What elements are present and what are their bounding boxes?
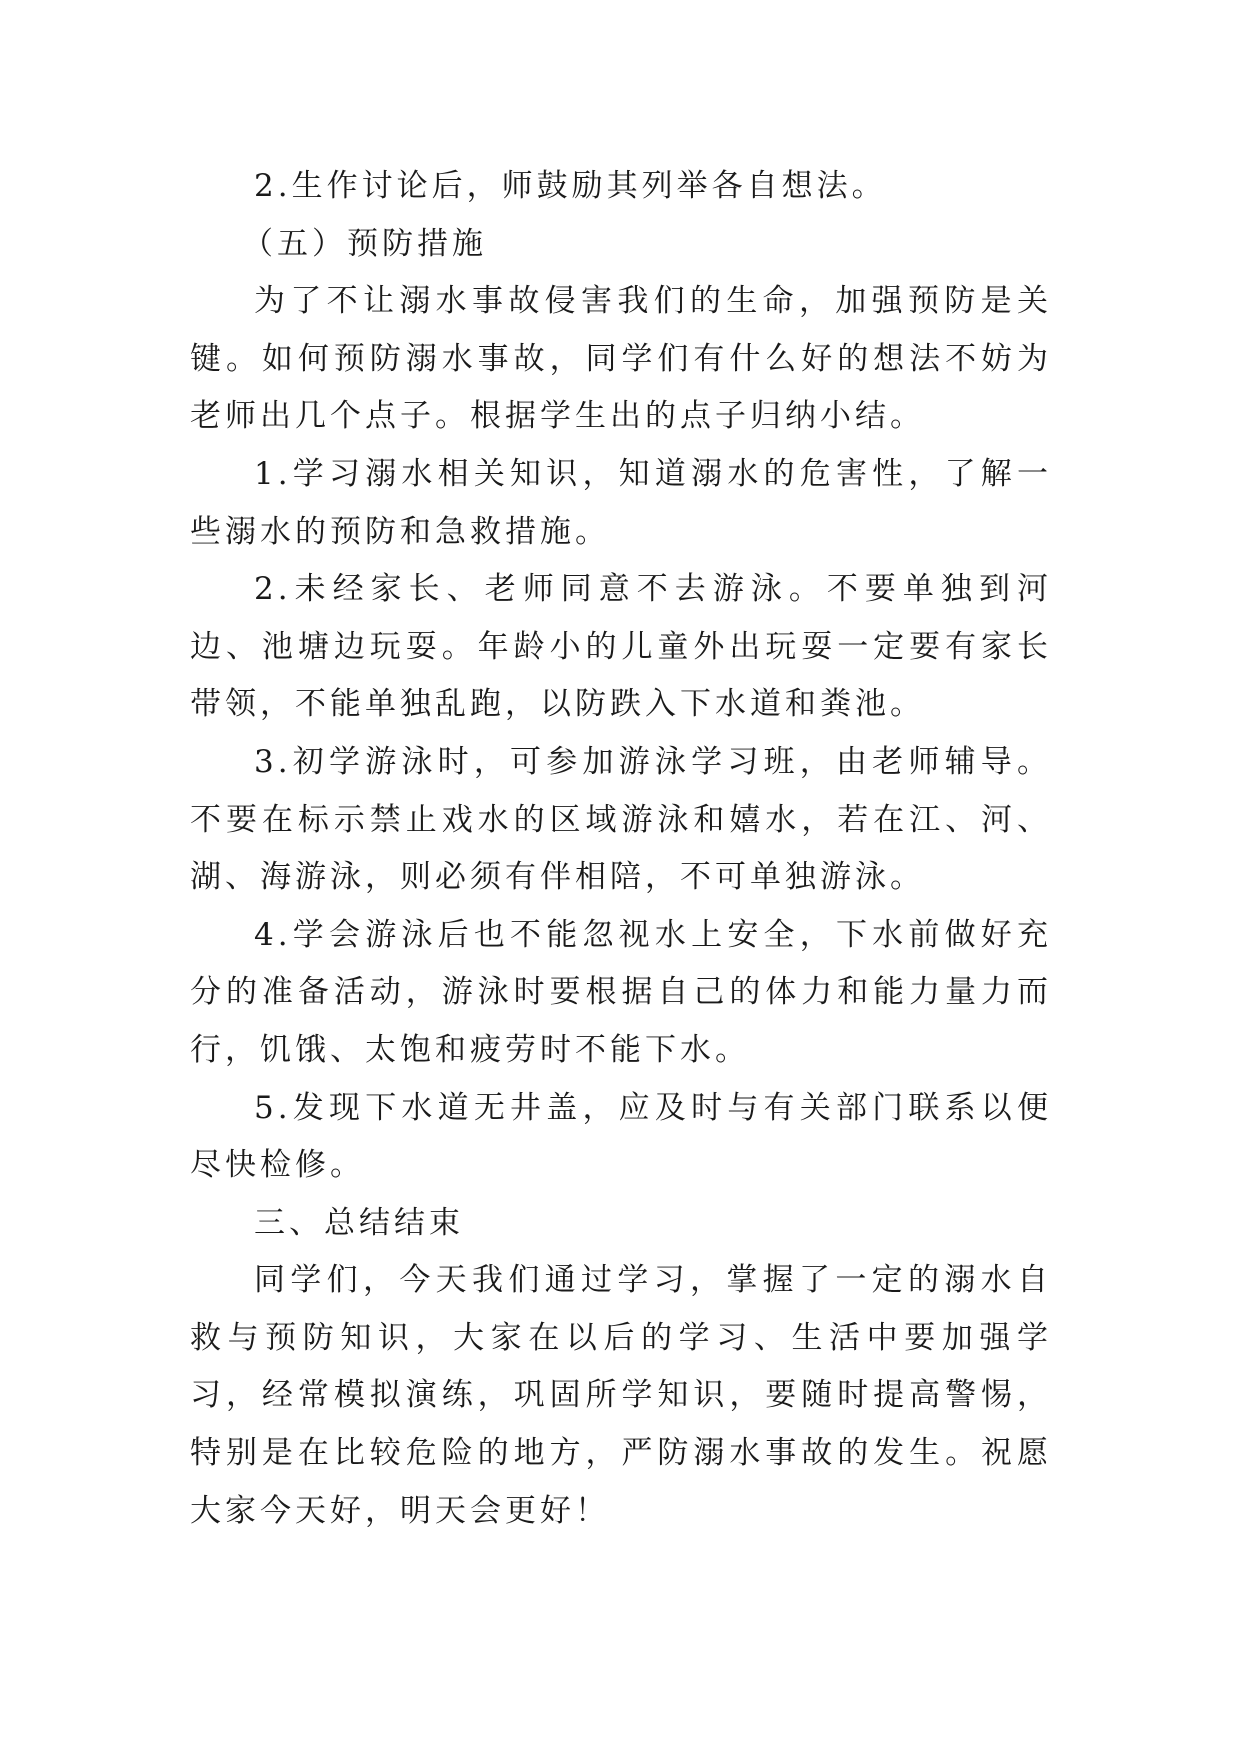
- list-item-1: 1.学习溺水相关知识，知道溺水的危害性，了解一些溺水的预防和急救措施。: [190, 455, 1052, 550]
- section-heading-summary: 三、总结结束: [254, 1204, 464, 1241]
- paragraph-prevention-intro: 为了不让溺水事故侵害我们的生命，加强预防是关键。如何预防溺水事故，同学们有什么好的想法不妨为老师出几个点子。根据学生出的点子归纳小结。: [190, 283, 1052, 435]
- list-item-2: 2.未经家长、老师同意不去游泳。不要单独到河边、池塘边玩耍。年龄小的儿童外出玩耍一定要有家长带领，不能单独乱跑，以防跌入下水道和粪池。: [190, 571, 1052, 723]
- list-item-4: 4.学会游泳后也不能忽视水上安全，下水前做好充分的准备活动，游泳时要根据自己的体力和能力量力而行，饥饿、太饱和疲劳时不能下水。: [190, 916, 1052, 1068]
- section-heading-prevention: （五）预防措施: [242, 225, 487, 262]
- paragraph-summary: 同学们，今天我们通过学习，掌握了一定的溺水自救与预防知识，大家在以后的学习、生活中要加强学习，经常模拟演练，巩固所学知识，要随时提高警惕，特别是在比较危险的地方，严防溺水事故的发生。祝愿大家今天好，明天会更好！: [190, 1262, 1052, 1529]
- list-item-3: 3.初学游泳时，可参加游泳学习班，由老师辅导。不要在标示禁止戏水的区域游泳和嬉水，若在江、河、湖、海游泳，则必须有伴相陪，不可单独游泳。: [190, 743, 1052, 896]
- list-item-5: 5.发现下水道无井盖，应及时与有关部门联系以便尽快检修。: [190, 1089, 1052, 1184]
- paragraph-discussion: 2.生作讨论后，师鼓励其列举各自想法。: [254, 168, 887, 204]
- document-body: [190, 158, 1052, 1540]
